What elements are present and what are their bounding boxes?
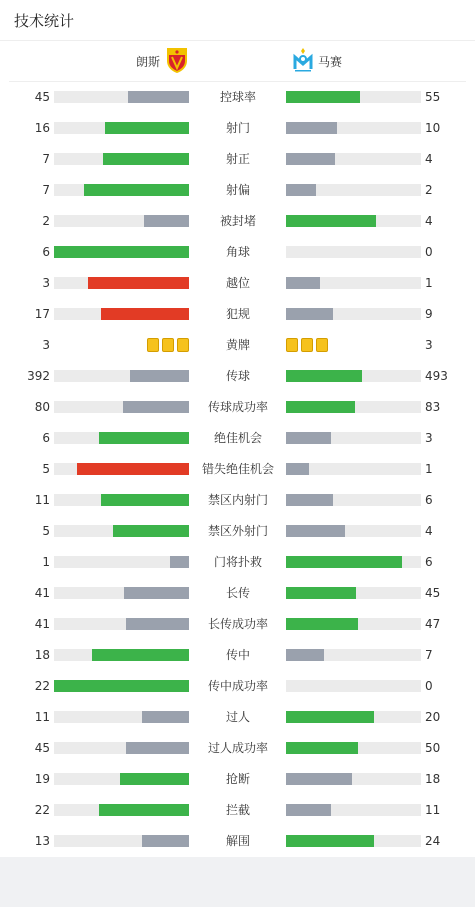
stat-row — [0, 826, 475, 857]
yellow-card-icon — [147, 338, 159, 352]
away-bar-track — [286, 804, 421, 816]
away-bar-track — [286, 370, 421, 382]
away-bar-track — [286, 835, 421, 847]
stat-row — [0, 268, 475, 299]
home-bar-fill — [142, 711, 189, 723]
away-bar-track — [286, 556, 421, 568]
away-value: 50 — [425, 741, 441, 755]
yellow-card-icon — [162, 338, 174, 352]
away-value: 4 — [425, 214, 433, 228]
away-bar-fill — [286, 370, 362, 382]
home-value: 11 — [34, 493, 50, 507]
stat-label: 错失绝佳机会 — [201, 462, 274, 476]
stat-row — [0, 206, 475, 237]
away-bar-track — [286, 742, 421, 754]
home-value: 11 — [34, 710, 50, 724]
away-team-name: 马赛 — [318, 54, 343, 69]
stat-label: 传中 — [225, 648, 250, 662]
home-bar-track — [54, 680, 189, 692]
stat-row — [0, 361, 475, 392]
home-bar-fill — [130, 370, 189, 382]
home-value: 16 — [34, 121, 50, 135]
yellow-card-icon — [316, 338, 328, 352]
home-bar-track — [54, 835, 189, 847]
home-bar-fill — [101, 308, 189, 320]
home-team[interactable] — [136, 48, 188, 74]
away-bar-fill — [286, 91, 360, 103]
home-bar-fill — [144, 215, 189, 227]
home-bar-track — [54, 649, 189, 661]
stat-label: 传中成功率 — [207, 679, 268, 693]
away-yellow-cards — [286, 338, 328, 352]
yellow-card-icon — [286, 338, 298, 352]
away-bar-fill — [286, 711, 374, 723]
away-value: 0 — [425, 245, 433, 259]
away-bar-fill — [286, 804, 331, 816]
home-value: 5 — [42, 524, 50, 538]
home-bar-track — [54, 711, 189, 723]
away-bar-fill — [286, 215, 376, 227]
away-value: 2 — [425, 183, 433, 197]
away-bar-track — [286, 153, 421, 165]
home-value: 18 — [34, 648, 50, 662]
stat-label: 门将扑救 — [213, 555, 262, 569]
away-bar-track — [286, 649, 421, 661]
away-value: 3 — [425, 338, 433, 352]
stat-label: 被封堵 — [219, 214, 256, 228]
home-bar-fill — [84, 184, 189, 196]
stat-label: 传球 — [225, 369, 250, 383]
home-value: 45 — [34, 90, 50, 104]
away-value: 47 — [425, 617, 441, 631]
away-bar-track — [286, 184, 421, 196]
stat-label: 抢断 — [225, 772, 250, 786]
away-bar-fill — [286, 773, 352, 785]
stat-label: 控球率 — [219, 90, 256, 104]
away-bar-track — [286, 122, 421, 134]
stat-label: 射偏 — [225, 183, 250, 197]
stat-row — [0, 671, 475, 702]
home-value: 1 — [42, 555, 50, 569]
stat-row — [0, 764, 475, 795]
home-bar-fill — [123, 401, 189, 413]
stat-label: 射门 — [225, 121, 250, 135]
home-bar-track — [54, 463, 189, 475]
away-bar-track — [286, 308, 421, 320]
stat-row — [0, 640, 475, 671]
away-value: 20 — [425, 710, 441, 724]
home-bar-track — [54, 525, 189, 537]
stat-row — [0, 609, 475, 640]
away-value: 6 — [425, 555, 433, 569]
stat-row — [0, 795, 475, 826]
home-bar-fill — [54, 680, 189, 692]
away-bar-track — [286, 91, 421, 103]
rc-lens-logo-icon — [166, 47, 188, 76]
stat-row — [0, 454, 475, 485]
stat-label: 射正 — [225, 152, 250, 166]
home-bar-fill — [120, 773, 189, 785]
away-value: 11 — [425, 803, 441, 817]
home-value: 6 — [42, 245, 50, 259]
away-bar-fill — [286, 525, 345, 537]
away-value: 7 — [425, 648, 433, 662]
stat-row — [0, 516, 475, 547]
home-bar-fill — [124, 587, 189, 599]
home-bar-fill — [77, 463, 189, 475]
stat-label: 拦截 — [225, 803, 250, 817]
away-bar-fill — [286, 401, 355, 413]
away-value: 0 — [425, 679, 433, 693]
home-value: 41 — [34, 617, 50, 631]
home-bar-track — [54, 804, 189, 816]
stat-row — [0, 485, 475, 516]
away-bar-fill — [286, 184, 316, 196]
away-bar-fill — [286, 153, 335, 165]
home-bar-fill — [101, 494, 189, 506]
home-value: 7 — [42, 152, 50, 166]
away-bar-track — [286, 618, 421, 630]
home-bar-track — [54, 742, 189, 754]
stats-list — [0, 82, 475, 857]
home-value: 45 — [34, 741, 50, 755]
stat-label: 越位 — [225, 276, 250, 290]
away-bar-track — [286, 680, 421, 692]
away-bar-track — [286, 432, 421, 444]
home-bar-fill — [92, 649, 189, 661]
home-bar-track — [54, 215, 189, 227]
stat-row — [0, 702, 475, 733]
home-bar-fill — [88, 277, 189, 289]
away-value: 55 — [425, 90, 441, 104]
home-team-name: 朗斯 — [135, 54, 160, 69]
away-value: 493 — [425, 369, 448, 383]
stat-label: 黄牌 — [225, 338, 250, 352]
away-value: 6 — [425, 493, 433, 507]
away-bar-fill — [286, 618, 358, 630]
away-bar-track — [286, 277, 421, 289]
home-bar-fill — [103, 153, 189, 165]
away-bar-track — [286, 463, 421, 475]
away-bar-fill — [286, 122, 337, 134]
divider — [0, 40, 475, 41]
stat-row — [0, 733, 475, 764]
away-value: 24 — [425, 834, 441, 848]
home-bar-track — [54, 153, 189, 165]
stat-row — [0, 423, 475, 454]
home-yellow-cards — [147, 338, 189, 352]
away-bar-track — [286, 711, 421, 723]
stat-row — [0, 113, 475, 144]
home-bar-fill — [99, 432, 189, 444]
stat-row — [0, 175, 475, 206]
home-bar-track — [54, 618, 189, 630]
home-value: 7 — [42, 183, 50, 197]
home-bar-track — [54, 122, 189, 134]
away-team[interactable] — [292, 48, 342, 74]
stat-row — [0, 578, 475, 609]
away-value: 3 — [425, 431, 433, 445]
stat-label: 过人 — [225, 710, 250, 724]
stat-label: 禁区外射门 — [207, 524, 268, 538]
home-bar-fill — [170, 556, 189, 568]
stat-label: 角球 — [225, 245, 250, 259]
home-bar-fill — [126, 742, 189, 754]
home-bar-track — [54, 91, 189, 103]
home-bar-track — [54, 494, 189, 506]
away-bar-track — [286, 587, 421, 599]
stat-label: 过人成功率 — [207, 741, 268, 755]
away-bar-fill — [286, 649, 324, 661]
home-bar-track — [54, 587, 189, 599]
away-bar-track — [286, 246, 421, 258]
away-bar-fill — [286, 308, 333, 320]
stat-label: 禁区内射门 — [207, 493, 268, 507]
stat-row — [0, 82, 475, 113]
away-value: 4 — [425, 524, 433, 538]
away-bar-fill — [286, 587, 356, 599]
home-bar-track — [54, 246, 189, 258]
away-bar-track — [286, 494, 421, 506]
away-bar-fill — [286, 463, 309, 475]
away-bar-fill — [286, 556, 402, 568]
away-value: 1 — [425, 462, 433, 476]
home-value: 2 — [42, 214, 50, 228]
away-bar-fill — [286, 835, 374, 847]
stat-label: 长传成功率 — [207, 617, 268, 631]
home-bar-fill — [105, 122, 189, 134]
stat-row — [0, 144, 475, 175]
away-bar-track — [286, 215, 421, 227]
om-marseille-logo-icon — [292, 47, 314, 76]
away-bar-fill — [286, 277, 320, 289]
away-value: 9 — [425, 307, 433, 321]
stat-row — [0, 237, 475, 268]
home-value: 19 — [34, 772, 50, 786]
away-bar-fill — [286, 432, 331, 444]
home-bar-fill — [128, 91, 189, 103]
yellow-card-icon — [177, 338, 189, 352]
home-bar-track — [54, 773, 189, 785]
home-value: 17 — [34, 307, 50, 321]
yellow-card-icon — [301, 338, 313, 352]
home-value: 13 — [34, 834, 50, 848]
home-value: 3 — [42, 338, 50, 352]
home-value: 22 — [34, 803, 50, 817]
home-value: 392 — [27, 369, 50, 383]
home-bar-track — [54, 432, 189, 444]
home-bar-track — [54, 370, 189, 382]
stat-label: 绝佳机会 — [213, 431, 262, 445]
away-value: 18 — [425, 772, 441, 786]
home-value: 5 — [42, 462, 50, 476]
home-bar-fill — [113, 525, 189, 537]
away-bar-fill — [286, 494, 333, 506]
home-value: 3 — [42, 276, 50, 290]
stat-row — [0, 299, 475, 330]
stat-row — [0, 392, 475, 423]
away-bar-track — [286, 525, 421, 537]
home-bar-track — [54, 556, 189, 568]
away-value: 4 — [425, 152, 433, 166]
away-value: 10 — [425, 121, 441, 135]
away-value: 45 — [425, 586, 441, 600]
stat-label: 解围 — [225, 834, 250, 848]
home-bar-track — [54, 277, 189, 289]
away-bar-track — [286, 773, 421, 785]
home-value: 80 — [34, 400, 50, 414]
home-bar-track — [54, 184, 189, 196]
away-value: 1 — [425, 276, 433, 290]
home-bar-fill — [126, 618, 189, 630]
stat-row — [0, 547, 475, 578]
stat-label: 犯规 — [225, 307, 250, 321]
home-bar-fill — [142, 835, 189, 847]
stat-row — [0, 330, 475, 361]
home-bar-fill — [99, 804, 189, 816]
stat-label: 传球成功率 — [207, 400, 268, 414]
away-bar-track — [286, 401, 421, 413]
home-value: 41 — [34, 586, 50, 600]
stat-label: 长传 — [225, 586, 250, 600]
home-value: 22 — [34, 679, 50, 693]
home-bar-track — [54, 308, 189, 320]
away-value: 83 — [425, 400, 441, 414]
away-bar-fill — [286, 742, 358, 754]
home-bar-track — [54, 401, 189, 413]
home-bar-fill — [54, 246, 189, 258]
page-title: 技术统计 — [14, 12, 75, 30]
home-value: 6 — [42, 431, 50, 445]
